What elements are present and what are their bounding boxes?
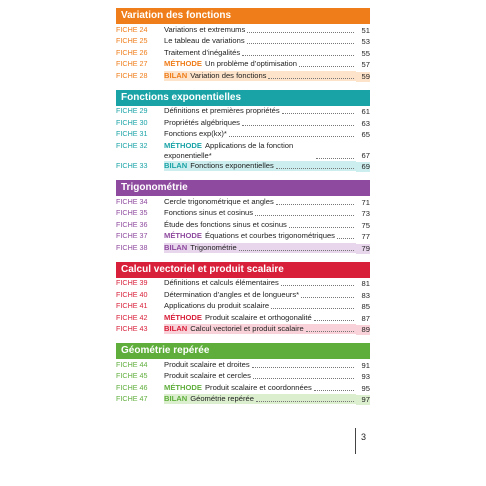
fiche-label: FICHE 32 xyxy=(116,140,148,150)
toc-entry[interactable] xyxy=(116,161,370,172)
entry-title: Produit scalaire et cercles xyxy=(164,371,251,380)
fiche-label: FICHE 35 xyxy=(116,208,148,217)
entry-title: Définitions et calculs élémentaires xyxy=(164,278,279,287)
entry-title: Produit scalaire et coordonnées xyxy=(204,382,312,392)
dot-leader xyxy=(229,136,354,137)
entry-title-text xyxy=(164,394,254,404)
toc-entry[interactable] xyxy=(116,243,370,254)
entry-title-wrap xyxy=(164,313,356,323)
entry-title: Équations et courbes trigonométriques xyxy=(204,231,335,240)
fiche-label: FICHE 43 xyxy=(116,324,148,333)
entry-title: Calcul vectoriel et produit scalaire xyxy=(190,324,304,333)
methode-tag: MÉTHODE xyxy=(164,140,202,150)
entry-title-wrap xyxy=(164,71,356,81)
toc-entry[interactable] xyxy=(116,371,370,382)
entry-title: Fonctions sinus et cosinus xyxy=(164,208,254,217)
entry-title-wrap xyxy=(164,383,356,393)
entry-title: Cercle trigonométrique et angles xyxy=(164,196,274,206)
page-ref: 95 xyxy=(361,383,370,393)
entry-title: Produit scalaire et orthogonalité xyxy=(204,312,312,322)
entry-title-wrap xyxy=(164,278,356,288)
entry-title-text xyxy=(164,324,304,334)
toc-entry[interactable] xyxy=(116,278,370,289)
dot-leader xyxy=(289,227,354,228)
entry-title: Produit scalaire et droites xyxy=(164,359,250,369)
page-ref: 75 xyxy=(361,220,370,230)
entry-title: Variations et extremums xyxy=(164,24,246,34)
section-header: Variation des fonctions xyxy=(116,8,370,24)
toc-entry[interactable] xyxy=(116,25,370,36)
dot-leader xyxy=(252,367,354,368)
entry-title: Fonctions exp(kx)* xyxy=(164,129,227,138)
fiche-label: FICHE 41 xyxy=(116,301,148,310)
dot-leader xyxy=(301,297,354,298)
page-ref: 81 xyxy=(361,279,370,288)
entry-title: Définitions et premières propriétés xyxy=(164,106,280,115)
entry-title-wrap xyxy=(164,36,356,46)
section-header: Calcul vectoriel et produit scalaire xyxy=(116,262,370,278)
dot-leader xyxy=(316,158,354,159)
entry-title-text xyxy=(164,197,274,207)
bilan-tag: BILAN xyxy=(164,324,188,333)
entry-title-wrap xyxy=(164,290,356,300)
entry-title-wrap xyxy=(164,301,356,311)
entry-title-wrap xyxy=(164,360,356,370)
page-ref: 55 xyxy=(361,48,370,58)
toc-entry[interactable] xyxy=(116,141,370,161)
page-ref: 79 xyxy=(356,244,370,254)
fiche-label: FICHE 33 xyxy=(116,161,148,170)
page-ref: 93 xyxy=(361,372,370,381)
bilan-tag: BILAN xyxy=(164,394,188,403)
entry-title-text xyxy=(164,360,250,370)
page-ref: 61 xyxy=(361,107,370,116)
section-header: Trigonométrie xyxy=(116,180,370,196)
fiche-label: FICHE 30 xyxy=(116,117,148,127)
entry-title-wrap xyxy=(164,243,356,253)
entry-title: Applications du produit scalaire xyxy=(164,301,270,310)
entry-title-text xyxy=(164,161,274,171)
page-ref: 51 xyxy=(361,25,370,35)
toc-entry[interactable] xyxy=(116,208,370,219)
page-ref: 83 xyxy=(361,290,370,300)
toc-section xyxy=(116,90,370,173)
table-of-contents xyxy=(116,8,370,413)
toc-section xyxy=(116,343,370,405)
fiche-label: FICHE 27 xyxy=(116,59,148,68)
entry-title-text xyxy=(164,220,287,230)
page-ref: 63 xyxy=(361,118,370,128)
entry-title: Le tableau de variations xyxy=(164,36,245,45)
fiche-label: FICHE 46 xyxy=(116,382,148,392)
entry-title-wrap xyxy=(164,118,356,128)
page-ref: 85 xyxy=(361,302,370,311)
fiche-label: FICHE 47 xyxy=(116,394,148,403)
toc-entry[interactable] xyxy=(116,301,370,312)
page-number-rule xyxy=(355,428,356,454)
page-ref: 69 xyxy=(356,162,370,172)
entry-title-text xyxy=(164,141,314,161)
dot-leader xyxy=(314,320,354,321)
fiche-label: FICHE 45 xyxy=(116,371,148,380)
page-ref: 57 xyxy=(361,60,370,69)
entry-title-text xyxy=(164,48,240,58)
entry-title-wrap xyxy=(164,220,356,230)
entry-title-wrap xyxy=(164,394,356,404)
entry-title: Applications de la fonction exponentielle* xyxy=(164,140,294,160)
dot-leader xyxy=(242,55,354,56)
toc-entry[interactable] xyxy=(116,71,370,82)
toc-entry[interactable] xyxy=(116,197,370,208)
entry-title: Un problème d’optimisation xyxy=(204,59,297,68)
entry-title-wrap xyxy=(164,371,356,381)
entry-title-text xyxy=(164,59,297,69)
fiche-label: FICHE 39 xyxy=(116,278,148,287)
fiche-label: FICHE 38 xyxy=(116,242,148,252)
entry-title-text xyxy=(164,106,280,116)
dot-leader xyxy=(247,43,354,44)
fiche-label: FICHE 26 xyxy=(116,47,148,57)
toc-section xyxy=(116,8,370,82)
toc-entry[interactable] xyxy=(116,106,370,117)
toc-entry[interactable] xyxy=(116,394,370,405)
page-ref: 77 xyxy=(361,232,370,241)
dot-leader xyxy=(306,331,354,332)
fiche-label: FICHE 29 xyxy=(116,106,148,115)
entry-title-wrap xyxy=(164,25,356,35)
entry-title-text xyxy=(164,278,279,288)
entry-title-wrap xyxy=(164,141,356,161)
page-ref: 91 xyxy=(361,360,370,370)
entry-title-wrap xyxy=(164,48,356,58)
entry-title-wrap xyxy=(164,197,356,207)
entry-title-text xyxy=(164,129,227,139)
section-header: Géométrie repérée xyxy=(116,343,370,359)
toc-entry[interactable] xyxy=(116,360,370,371)
entry-title: Étude des fonctions sinus et cosinus xyxy=(164,219,287,229)
entry-title-text xyxy=(164,231,335,241)
page-ref: 67 xyxy=(361,150,370,160)
entry-title-text xyxy=(164,243,237,253)
methode-tag: MÉTHODE xyxy=(164,312,202,322)
entry-title-text xyxy=(164,313,312,323)
fiche-label: FICHE 40 xyxy=(116,289,148,299)
fiche-label: FICHE 31 xyxy=(116,129,148,138)
entry-title-wrap xyxy=(164,129,356,139)
entry-title: Traitement d’inégalités xyxy=(164,47,241,57)
entry-title-wrap xyxy=(164,106,356,116)
fiche-label: FICHE 25 xyxy=(116,36,148,45)
entry-title-text xyxy=(164,290,299,300)
page-ref: 87 xyxy=(361,313,370,323)
page-ref: 89 xyxy=(356,325,370,335)
dot-leader xyxy=(256,401,354,402)
page-ref: 71 xyxy=(361,197,370,207)
bilan-tag: BILAN xyxy=(164,70,188,80)
toc-entry[interactable] xyxy=(116,48,370,59)
dot-leader xyxy=(268,78,354,79)
fiche-label: FICHE 34 xyxy=(116,196,148,206)
bilan-tag: BILAN xyxy=(164,161,188,170)
entry-title-wrap xyxy=(164,324,356,334)
toc-entry[interactable] xyxy=(116,313,370,324)
entry-title: Propriétés algébriques xyxy=(164,117,240,127)
entry-title: Fonctions exponentielles xyxy=(190,161,274,170)
page-ref: 97 xyxy=(356,395,370,405)
methode-tag: MÉTHODE xyxy=(164,382,202,392)
dot-leader xyxy=(271,308,354,309)
methode-tag: MÉTHODE xyxy=(164,59,202,68)
entry-title-wrap xyxy=(164,231,356,241)
dot-leader xyxy=(314,390,354,391)
entry-title: Trigonométrie xyxy=(190,242,237,252)
page-ref: 73 xyxy=(361,209,370,218)
dot-leader xyxy=(276,204,354,205)
entry-title-text xyxy=(164,383,312,393)
dot-leader xyxy=(247,32,354,33)
page-number: 3 xyxy=(361,432,367,442)
toc-entry[interactable] xyxy=(116,290,370,301)
toc-entry[interactable] xyxy=(116,129,370,140)
entry-title-text xyxy=(164,371,251,381)
entry-title: Géométrie repérée xyxy=(190,394,254,403)
page-ref: 65 xyxy=(361,130,370,139)
toc-entry[interactable] xyxy=(116,59,370,70)
page-ref: 59 xyxy=(356,72,370,82)
entry-title-text xyxy=(164,36,245,46)
toc-entry[interactable] xyxy=(116,231,370,242)
entry-title-text xyxy=(164,118,240,128)
dot-leader xyxy=(276,168,354,169)
toc-entry[interactable] xyxy=(116,220,370,231)
entry-title: Détermination d’angles et de longueurs* xyxy=(164,289,300,299)
entry-title: Variation des fonctions xyxy=(190,70,267,80)
toc-section xyxy=(116,262,370,336)
toc-entry[interactable] xyxy=(116,118,370,129)
fiche-label: FICHE 42 xyxy=(116,312,148,322)
dot-leader xyxy=(253,378,354,379)
entry-title-text xyxy=(164,301,269,311)
dot-leader xyxy=(281,285,354,286)
fiche-label: FICHE 36 xyxy=(116,219,148,229)
toc-entry[interactable] xyxy=(116,324,370,335)
toc-section xyxy=(116,180,370,254)
fiche-label: FICHE 44 xyxy=(116,359,148,369)
entry-title-wrap xyxy=(164,59,356,69)
entry-title-text xyxy=(164,25,245,35)
dot-leader xyxy=(337,238,354,239)
dot-leader xyxy=(255,215,354,216)
toc-entry[interactable] xyxy=(116,383,370,394)
dot-leader xyxy=(239,250,354,251)
entry-title-text xyxy=(164,208,253,218)
entry-title-text xyxy=(164,71,266,81)
methode-tag: MÉTHODE xyxy=(164,231,202,240)
page-ref: 53 xyxy=(361,37,370,46)
fiche-label: FICHE 37 xyxy=(116,231,148,240)
section-header: Fonctions exponentielles xyxy=(116,90,370,106)
toc-entry[interactable] xyxy=(116,36,370,47)
entry-title-wrap xyxy=(164,161,356,171)
fiche-label: FICHE 24 xyxy=(116,24,148,34)
dot-leader xyxy=(242,125,354,126)
fiche-label: FICHE 28 xyxy=(116,70,148,80)
dot-leader xyxy=(282,113,354,114)
dot-leader xyxy=(299,66,354,67)
bilan-tag: BILAN xyxy=(164,242,188,252)
entry-title-wrap xyxy=(164,208,356,218)
